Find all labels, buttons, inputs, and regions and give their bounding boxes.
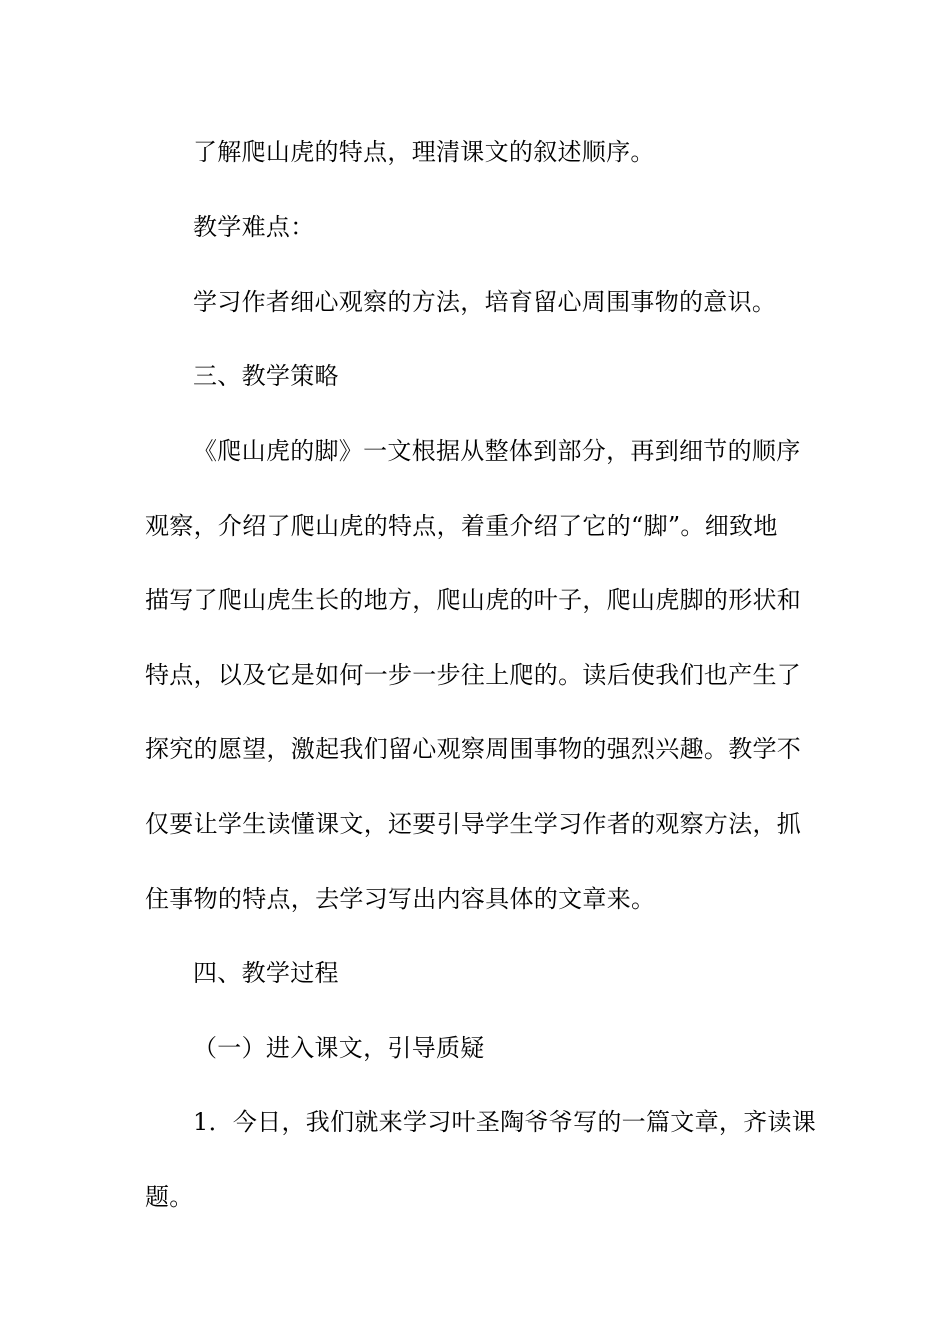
body-line-difficulty: 学习作者细心观察的方法，培育留心周围事物的意识。 <box>193 288 777 316</box>
paragraph-line: 观察，介绍了爬山虎的特点，着重介绍了它的“脚”。细致地 <box>145 512 778 540</box>
paragraph-line: 仅要让学生读懂课文，还要引导学生学习作者的观察方法，抓 <box>145 810 802 838</box>
numbered-item-line: 题。 <box>145 1183 194 1211</box>
body-line-key-point: 了解爬山虎的特点，理清课文的叙述顺序。 <box>193 138 655 166</box>
paragraph-line: 《爬山虎的脚》一文根据从整体到部分，再到细节的顺序 <box>193 437 801 465</box>
paragraph-line: 描写了爬山虎生长的地方，爬山虎的叶子，爬山虎脚的形状和 <box>145 586 802 614</box>
section-heading-strategy: 三、教学策略 <box>193 362 339 390</box>
numbered-item-line: 1．今日，我们就来学习叶圣陶爷爷写的一篇文章，齐读课 <box>193 1108 817 1136</box>
subsection-heading: （一）进入课文，引导质疑 <box>193 1034 485 1062</box>
paragraph-line: 特点，以及它是如何一步一步往上爬的。读后使我们也产生了 <box>145 661 802 689</box>
paragraph-line: 探究的愿望，激起我们留心观察周围事物的强烈兴趣。教学不 <box>145 735 802 763</box>
section-heading-process: 四、教学过程 <box>193 959 339 987</box>
paragraph-line: 住事物的特点，去学习写出内容具体的文章来。 <box>145 885 656 913</box>
heading-teaching-difficulty: 教学难点： <box>193 213 315 241</box>
